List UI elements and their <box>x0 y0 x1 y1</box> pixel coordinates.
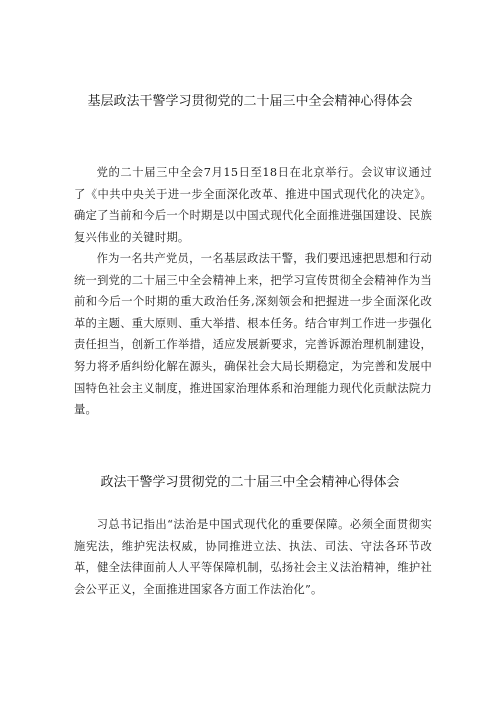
paragraph-3: 习总书记指出“法治是中国式现代化的重要保障。必须全面贯彻实施宪法，维护宪法权威，协同推进立法、执法、司法、守法各环节改革，健全法律面前人人平等保障机制，弘扬社会主义法治精神，维护社会公平正义，全面推进国家各方面工作法治化”。 <box>74 518 432 596</box>
document-title-2: 政法干警学习贯彻党的二十届三中全会精神心得体会 <box>100 475 400 490</box>
paragraph-1: 党的二十届三中全会7月15日至18日在北京举行。会议审议通过了《中共中央关于进一步全面深化改革、推进中国式现代化的决定》。确定了当前和今后一个时期是以中国式现代化全面推进强国建设、民族复兴伟业的关键时期。 <box>74 166 432 244</box>
document-title-1: 基层政法干警学习贯彻党的二十届三中全会精神心得体会 <box>87 94 413 109</box>
paragraph-2: 作为一名共产党员，一名基层政法干警，我们要迅速把思想和行动统一到党的二十届三中全会精神上来，把学习宣传贯彻全会精神作为当前和今后一个时期的重大政治任务,深刻领会和把握进一步全面深化改革的主题、重大原则、重大举措、根本任务。结合审判工作进一步强化责任担当，创新工作举措，适应发展新要求，完善诉源治理机制建设，努力将矛盾纠纷化解在源头，确保社会大局长期稳定，为完善和发展中国特色社会主义制度，推进国家治理体系和治理能力现代化贡献法院力量。 <box>74 252 432 417</box>
